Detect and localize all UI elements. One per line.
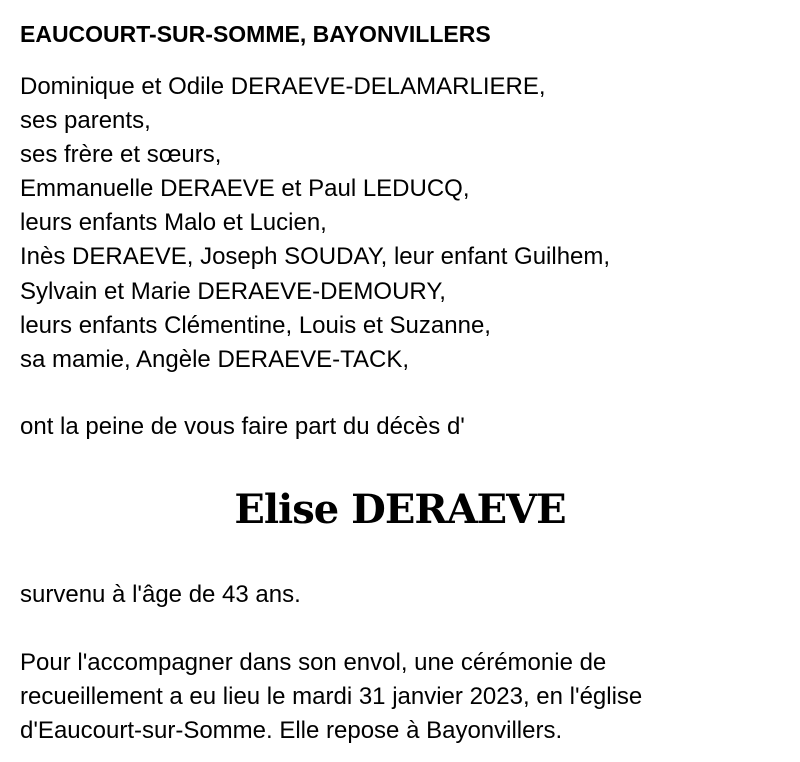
ceremony-line: d'Eaucourt-sur-Somme. Elle repose à Bayonvillers. [20,717,563,744]
location-heading: EAUCOURT-SUR-SOMME, BAYONVILLERS [20,21,491,47]
family-line: sa mamie, Angèle DERAEVE-TACK, [20,345,410,373]
family-line: leurs enfants Malo et Lucien, [20,209,327,237]
ceremony-paragraph [20,646,642,748]
ceremony-line: Pour l'accompagner dans son envol, une cérémonie de [20,649,607,676]
family-line: Sylvain et Marie DERAEVE-DEMOURY, [20,277,446,305]
age-text: survenu à l'âge de 43 ans. [20,581,301,608]
deceased-name: Elise DERAEVE [234,486,566,533]
family-line: Inès DERAEVE, Joseph SOUDAY, leur enfant Guilhem, [20,243,611,271]
family-line: Emmanuelle DERAEVE et Paul LEDUCQ, [20,175,470,203]
announcement-text: ont la peine de vous faire part du décès d' [20,413,465,440]
family-line: ses frère et sœurs, [20,141,222,169]
family-list [20,70,610,377]
family-line: leurs enfants Clémentine, Louis et Suzanne, [20,311,491,339]
family-line: ses parents, [20,107,151,135]
ceremony-line: recueillement a eu lieu le mardi 31 janvier 2023, en l'église [20,683,643,710]
family-line: Dominique et Odile DERAEVE-DELAMARLIERE, [20,73,546,100]
